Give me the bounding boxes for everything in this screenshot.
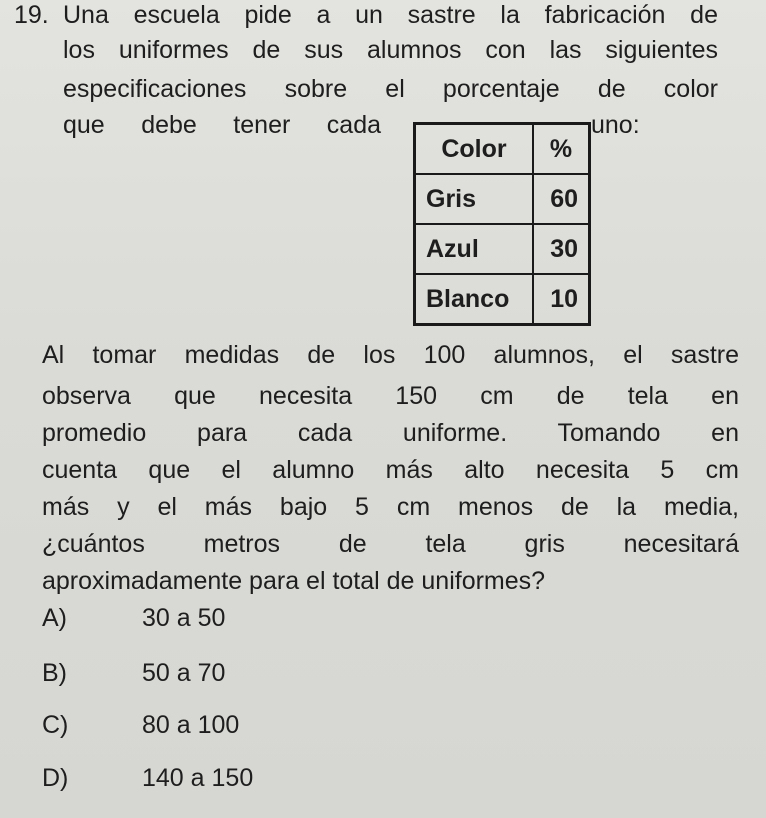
option-c-letter[interactable]: C) <box>42 711 69 739</box>
option-b-text[interactable]: 50 a 70 <box>142 659 226 687</box>
table-header-percent: % <box>533 124 590 175</box>
option-a-letter[interactable]: A) <box>42 604 67 632</box>
body-line-6: ¿cuántos metros de tela gris necesitará <box>42 530 739 558</box>
body-line-4: cuenta que el alumno más alto necesita 5 cm <box>42 456 739 484</box>
table-cell-color: Gris <box>415 174 534 224</box>
intro-line-3: especificaciones sobre el porcentaje de color <box>63 75 718 103</box>
table-cell-percent: 30 <box>533 224 590 274</box>
intro-line-5: uno: <box>591 111 640 139</box>
question-number: 19. <box>14 1 49 29</box>
table-cell-color: Azul <box>415 224 534 274</box>
body-line-3: promedio para cada uniforme. Tomando en <box>42 419 739 447</box>
color-percentage-table <box>413 122 591 326</box>
intro-line-2: los uniformes de sus alumnos con las siguientes <box>63 36 718 64</box>
table-row <box>415 224 590 274</box>
table-cell-percent: 60 <box>533 174 590 224</box>
table-row <box>415 274 590 325</box>
body-line-7: aproximadamente para el total de uniformes? <box>42 567 546 595</box>
option-a-text[interactable]: 30 a 50 <box>142 604 226 632</box>
body-line-1: Al tomar medidas de los 100 alumnos, el sastre <box>42 341 739 369</box>
intro-line-4: que debe tener cada <box>63 111 381 139</box>
table-header-row <box>415 124 590 175</box>
table-cell-color: Blanco <box>415 274 534 325</box>
table-header-color: Color <box>415 124 534 175</box>
option-d-letter[interactable]: D) <box>42 764 69 792</box>
table-cell-percent: 10 <box>533 274 590 325</box>
body-line-5: más y el más bajo 5 cm menos de la media, <box>42 493 739 521</box>
option-b-letter[interactable]: B) <box>42 659 67 687</box>
body-line-2: observa que necesita 150 cm de tela en <box>42 382 739 410</box>
intro-line-1: Una escuela pide a un sastre la fabricación de <box>63 1 718 29</box>
table-row <box>415 174 590 224</box>
option-c-text[interactable]: 80 a 100 <box>142 711 240 739</box>
option-d-text[interactable]: 140 a 150 <box>142 764 254 792</box>
